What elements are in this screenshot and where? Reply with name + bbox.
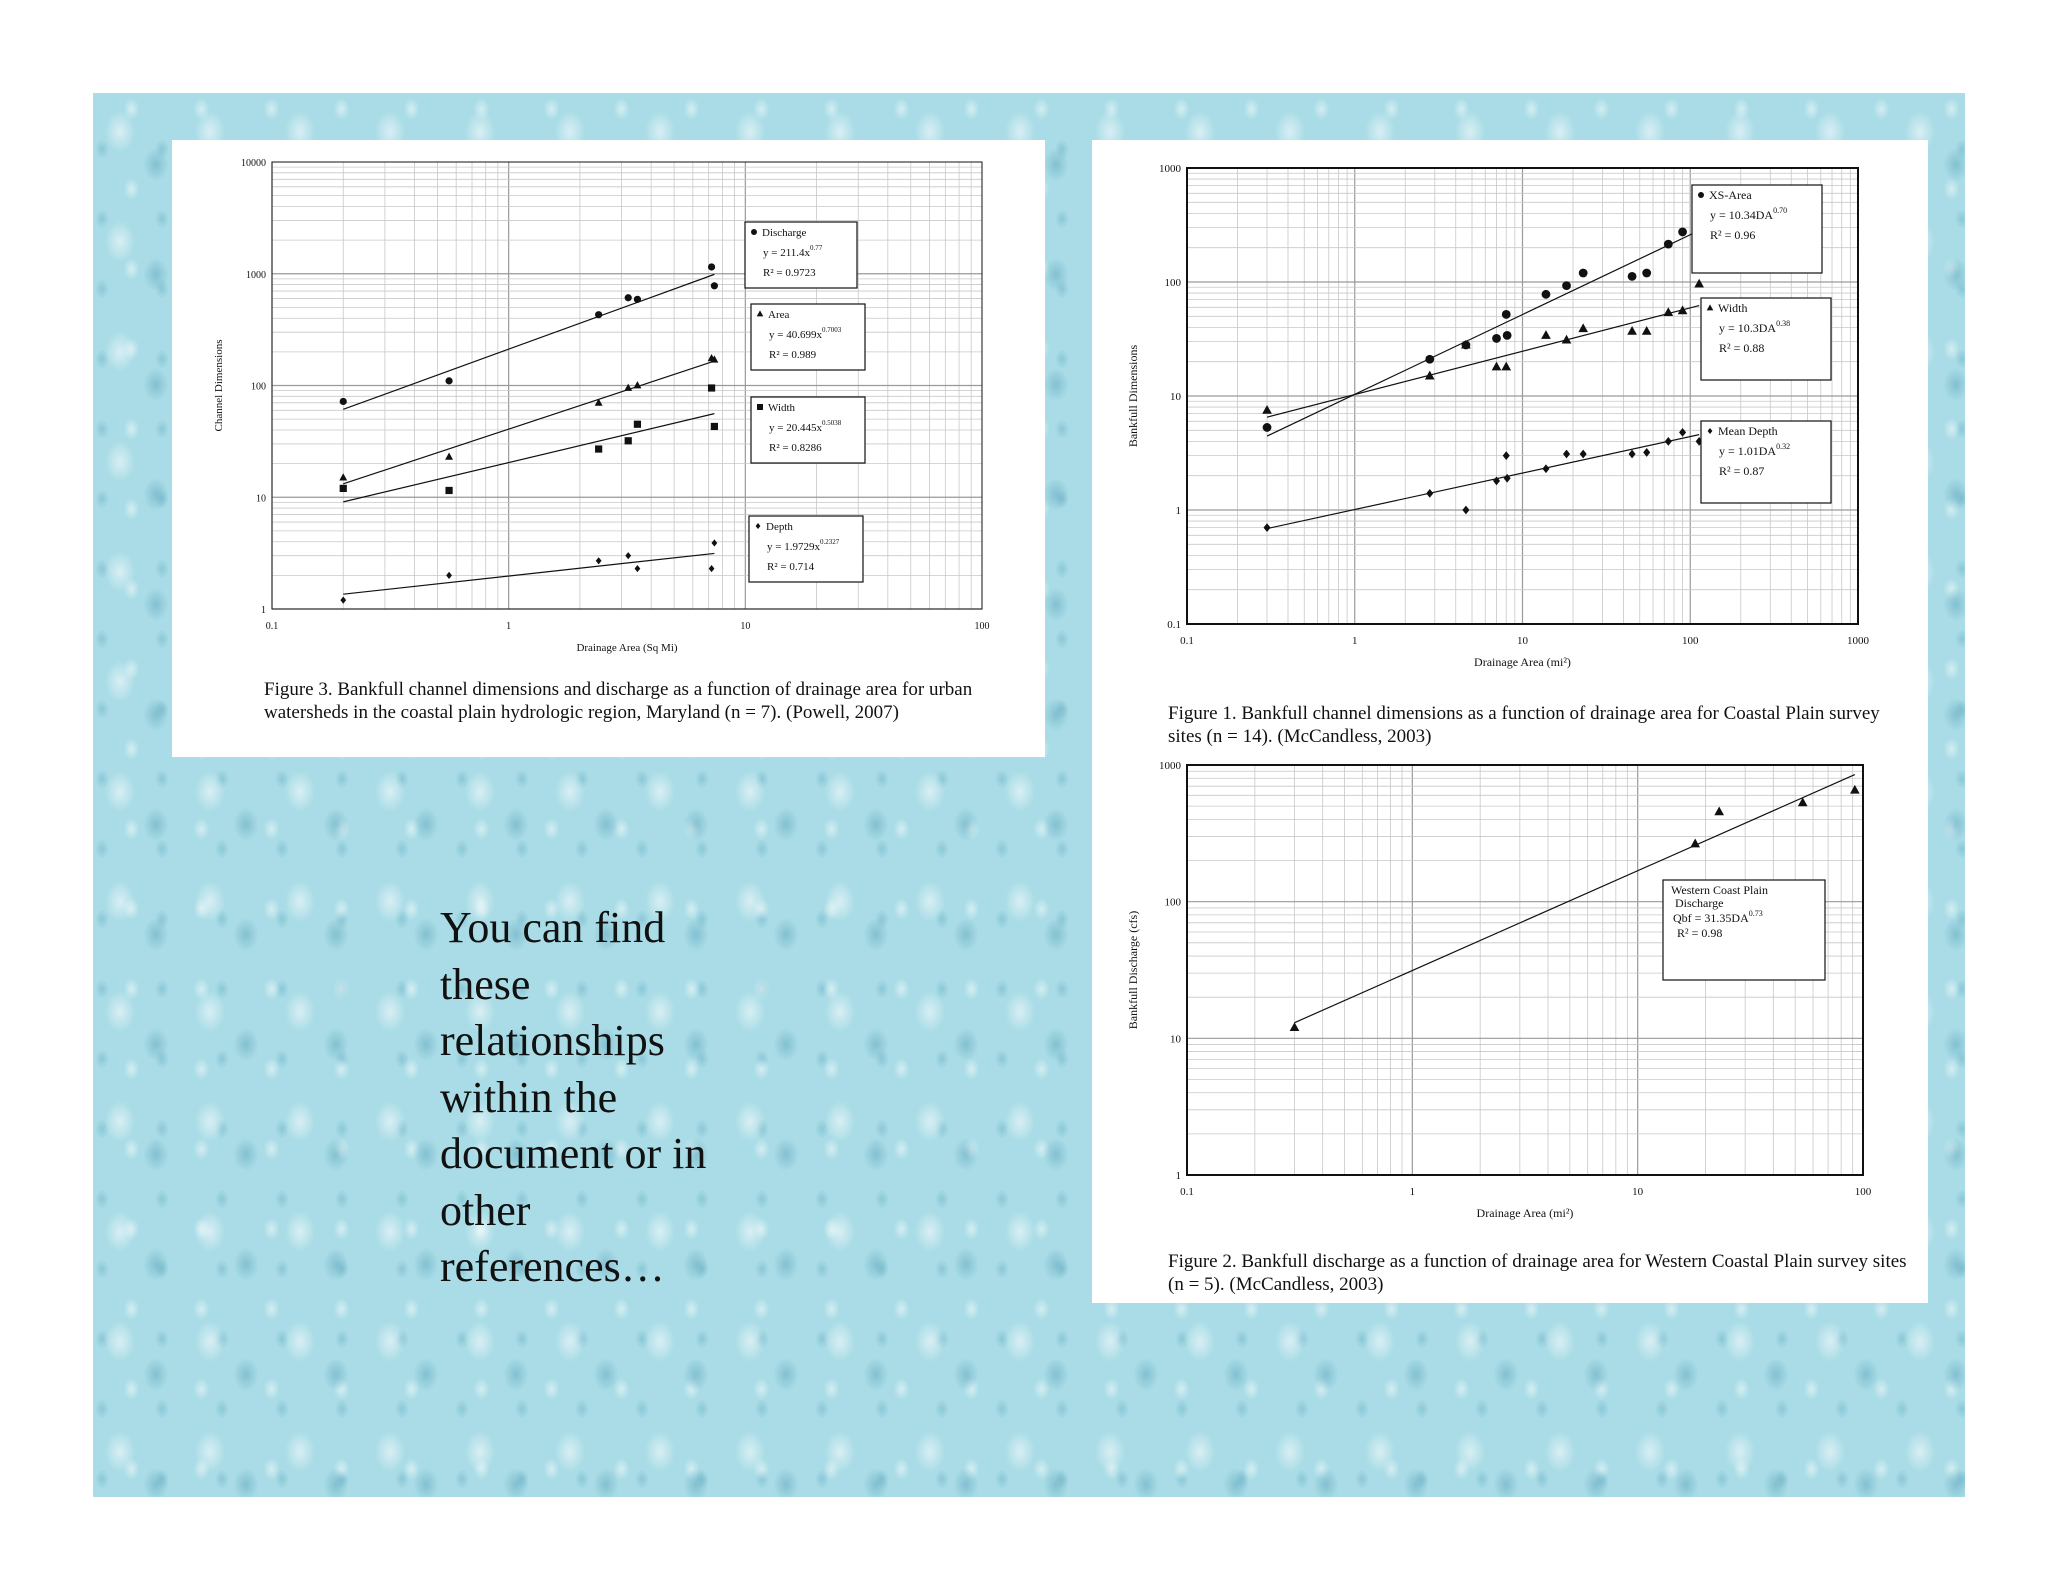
data-point	[1262, 405, 1272, 414]
y-tick-label: 1	[1175, 1170, 1181, 1182]
data-point	[709, 565, 715, 572]
chart-figure-2	[1092, 740, 1928, 1230]
data-point	[1694, 279, 1704, 288]
trendline	[343, 361, 714, 484]
x-tick-label: 1000	[1847, 635, 1869, 647]
data-point	[1502, 310, 1511, 319]
data-point	[635, 565, 641, 572]
data-point	[711, 282, 718, 289]
data-point	[1542, 464, 1549, 473]
legend-series-name: Area	[768, 309, 790, 321]
data-point	[708, 263, 715, 270]
data-point	[1663, 307, 1673, 316]
legend-r-squared: R² = 0.714	[767, 561, 815, 573]
legend-exponent: 0.5038	[821, 419, 842, 427]
legend-equation: $y = 40.699x^{0.7003}$	[769, 326, 842, 341]
legend-series-name: Mean Depth	[1718, 424, 1778, 438]
data-point	[446, 572, 452, 579]
legend-r-squared: R² = 0.96	[1710, 228, 1756, 242]
legend-area	[751, 304, 865, 370]
data-point	[625, 294, 632, 301]
series-depth	[340, 539, 717, 603]
legend-marker	[1698, 192, 1704, 198]
data-point	[1562, 281, 1571, 290]
figure-1-caption: Figure 1. Bankfull channel dimensions as a function of drainage area for Coastal Plain survey sites (n = 14). (McCandless, 2003)	[1168, 703, 1880, 747]
y-tick-label: 1000	[1159, 163, 1181, 175]
x-tick-label: 10	[1632, 1186, 1644, 1198]
data-point	[340, 597, 346, 604]
data-point	[711, 423, 718, 430]
x-axis-label: Drainage Area (mi²)	[1476, 1206, 1574, 1220]
trendline	[1267, 435, 1699, 529]
y-tick-label: 10	[1170, 1033, 1181, 1046]
grid	[272, 162, 982, 609]
legend-title: Western Coast Plain	[1671, 883, 1769, 897]
legend-exponent: 0.32	[1776, 442, 1791, 451]
data-point	[1541, 330, 1551, 339]
legend-marker	[757, 404, 763, 410]
x-tick-label: 1	[1409, 1186, 1416, 1198]
y-tick-label: 0.1	[1167, 619, 1181, 631]
legend-r-squared: R² = 0.989	[769, 349, 817, 361]
data-point	[445, 377, 452, 384]
legend-title: Discharge	[1675, 896, 1724, 910]
data-point	[1628, 272, 1637, 281]
data-point	[625, 437, 632, 444]
data-point	[339, 473, 347, 480]
legend-equation: $y = 10.34DA^{0.70}$	[1710, 206, 1788, 222]
legend-r-squared: R² = 0.98	[1677, 926, 1723, 940]
legend-marker	[751, 229, 757, 235]
legend-width	[1701, 298, 1831, 380]
data-point	[633, 381, 641, 388]
data-point	[1425, 371, 1435, 380]
legend-equation: $y = 1.01DA^{0.32}$	[1719, 442, 1791, 458]
data-point	[445, 487, 452, 494]
y-tick-label: 1000	[246, 269, 266, 281]
data-point	[1665, 437, 1672, 446]
x-tick-label: 1	[506, 621, 512, 632]
legend-equation: Qbf = $31.35DA^{0.73}$	[1673, 909, 1763, 925]
figure-3-caption: Figure 3. Bankfull channel dimensions and discharge as a function of drainage area for urban watersheds in the coastal plain hydrologic region, Maryland (n = 7). (Powell, 2007)	[264, 679, 973, 723]
data-point	[1426, 489, 1433, 498]
data-point	[625, 552, 631, 559]
series-discharge	[340, 263, 718, 409]
x-tick-label: 10	[1517, 635, 1528, 647]
legend-r-squared: R² = 0.9723	[763, 267, 816, 279]
x-tick-label: 100	[1854, 1186, 1872, 1198]
data-point	[1679, 428, 1686, 437]
x-axis-label: Drainage Area (Sq Mi)	[576, 642, 678, 654]
legend-western-coast-plain-discharge	[1663, 880, 1825, 980]
data-point	[595, 398, 603, 405]
data-point	[1492, 334, 1501, 343]
data-point	[1714, 806, 1724, 815]
legend-exponent: 0.7003	[821, 326, 842, 334]
data-point	[1629, 450, 1636, 459]
data-point	[1501, 362, 1511, 371]
legend-equation: $y = 20.445x^{0.5038}$	[769, 419, 842, 434]
trendline	[343, 274, 714, 409]
slide-body-text: You can find these relationships within the document or in other references…	[440, 903, 707, 1291]
x-tick-label: 0.1	[1180, 635, 1194, 647]
trendline	[343, 414, 714, 502]
data-point	[1503, 451, 1510, 460]
data-point	[1263, 423, 1272, 432]
y-tick-label: 10	[256, 493, 266, 505]
legend-r-squared: R² = 0.87	[1719, 464, 1765, 478]
legend-depth	[749, 516, 863, 582]
data-point	[445, 453, 453, 460]
legend-exponent: 0.77	[810, 244, 823, 252]
data-point	[1579, 269, 1588, 278]
data-point	[340, 485, 347, 492]
data-point	[1563, 450, 1570, 459]
legend-series-name: Discharge	[762, 227, 807, 239]
legend-series-name: Width	[1718, 301, 1748, 315]
x-tick-label: 10	[740, 621, 751, 632]
y-axis-label: Bankfull Dimensions	[1126, 344, 1140, 448]
legend-exponent: 0.38	[1776, 319, 1791, 328]
data-point	[1580, 450, 1587, 459]
data-point	[1462, 506, 1469, 515]
x-tick-label: 0.1	[1180, 1186, 1194, 1198]
chart-figure-3	[172, 140, 1045, 670]
series-mean-depth	[1264, 428, 1703, 532]
legend-discharge	[745, 222, 857, 288]
data-point	[1542, 290, 1551, 299]
data-point	[1678, 305, 1688, 314]
y-tick-label: 100	[1164, 896, 1181, 909]
data-point	[1425, 355, 1434, 364]
data-point	[1642, 269, 1651, 278]
legend-equation: $y = 10.3DA^{0.38}$	[1719, 319, 1791, 335]
y-tick-label: 100	[251, 381, 266, 393]
legend-width	[751, 397, 865, 463]
data-point	[596, 557, 602, 564]
legend-series-name: XS-Area	[1709, 188, 1752, 202]
data-point	[634, 421, 641, 428]
x-tick-label: 0.1	[265, 621, 279, 632]
data-point	[1690, 839, 1700, 848]
legend-series-name: Depth	[766, 521, 793, 533]
data-point	[634, 296, 641, 303]
legend-mean-depth	[1701, 421, 1831, 503]
y-axis-label: Bankfull Discharge (cfs)	[1126, 910, 1140, 1030]
y-tick-label: 1	[1175, 505, 1181, 517]
data-point	[1264, 523, 1271, 532]
data-point	[595, 445, 602, 452]
x-tick-label: 100	[974, 621, 990, 632]
legend-equation: $y = 211.4x^{0.77}$	[763, 244, 823, 259]
data-point	[1664, 240, 1673, 249]
data-point	[1678, 228, 1687, 237]
y-tick-label: 100	[1164, 277, 1181, 289]
legend-r-squared: R² = 0.8286	[769, 442, 822, 454]
data-point	[1503, 331, 1512, 340]
x-tick-label: 100	[1682, 635, 1699, 647]
legend-r-squared: R² = 0.88	[1719, 341, 1765, 355]
legend-exponent: 0.2327	[819, 538, 840, 546]
data-point	[624, 384, 632, 391]
data-point	[1290, 1022, 1300, 1031]
legend-xs-area	[1692, 185, 1822, 273]
data-point	[1504, 474, 1511, 483]
trendline	[343, 553, 714, 594]
legend-equation: $y = 1.9729x^{0.2327}$	[767, 538, 840, 553]
legend-exponent: 0.70	[1773, 206, 1788, 215]
legend-exponent: 0.73	[1748, 909, 1763, 918]
y-tick-label: 1000	[1159, 760, 1181, 772]
figure-2-caption: Figure 2. Bankfull discharge as a function of drainage area for Western Coastal Plain survey sites (n = 5). (McCandless, 2003)	[1168, 1251, 1907, 1295]
y-axis-label: Channel Dimensions	[213, 339, 225, 432]
data-point	[708, 384, 715, 391]
chart-figure-1	[1092, 140, 1928, 700]
data-point	[595, 311, 602, 318]
y-tick-label: 1	[261, 605, 266, 616]
x-axis-label: Drainage Area (mi²)	[1474, 655, 1571, 669]
y-tick-label: 10	[1170, 391, 1181, 403]
series-width	[340, 384, 718, 502]
data-point	[712, 539, 718, 546]
data-point	[340, 398, 347, 405]
x-tick-label: 1	[1352, 635, 1358, 647]
legend-series-name: Width	[768, 402, 796, 414]
y-tick-label: 10000	[241, 158, 266, 169]
data-point	[1492, 362, 1502, 371]
